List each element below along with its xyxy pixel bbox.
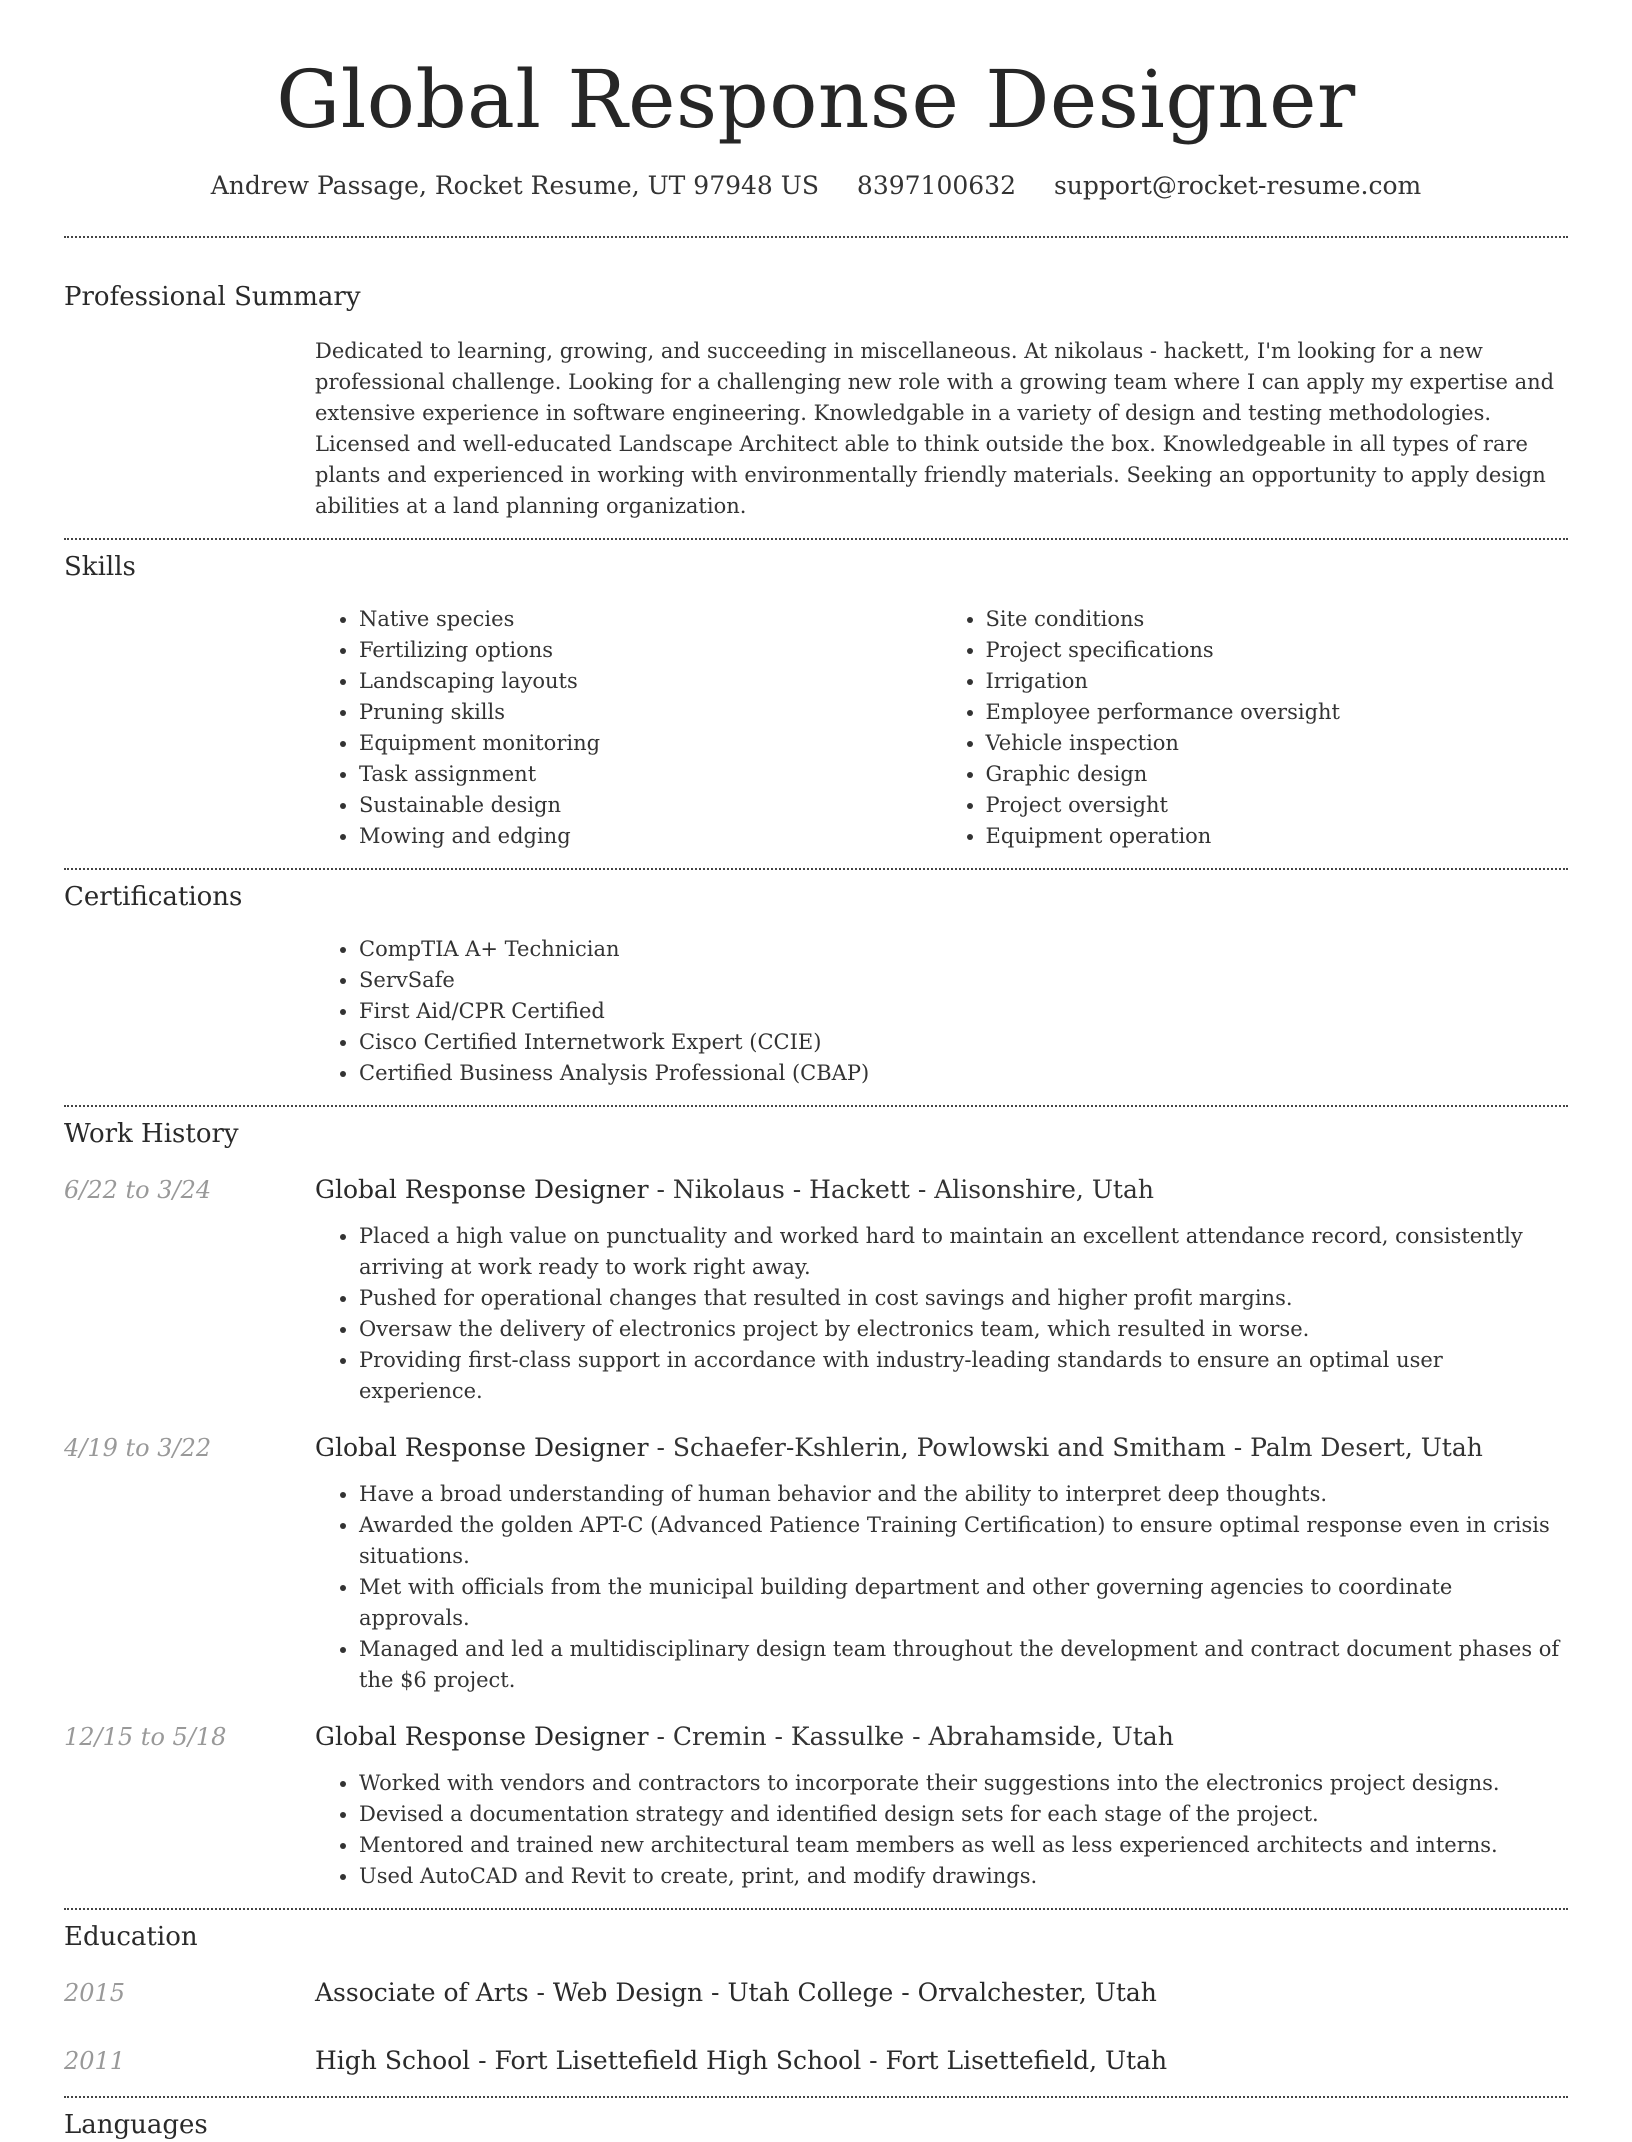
contact-email: support@rocket-resume.com [1053, 171, 1422, 200]
skill-item: • Landscaping layouts [359, 666, 942, 697]
education-degree: High School - Fort Lisettefield High School - Fort Lisettefield, Utah [315, 2046, 1168, 2075]
job-bullet: • Awarded the golden APT-C (Advanced Patience Training Certification) to ensure optimal response even in crisis situations. [359, 1510, 1568, 1572]
skills-column-left [315, 604, 942, 852]
divider [64, 1105, 1568, 1107]
education-year: 2011 [64, 2047, 126, 2075]
skills-list [315, 604, 1568, 852]
job-title [315, 1720, 1174, 1754]
job-company: - Cremin - Kassulke - Abrahamside, Utah [648, 1722, 1174, 1751]
job-entry [64, 1173, 1568, 1407]
section-title-work-history: Work History [64, 1119, 239, 1149]
section-title-skills: Skills [64, 552, 136, 582]
skill-item: • Employee performance oversight [986, 697, 1569, 728]
job-bullet: • Used AutoCAD and Revit to create, print, and modify drawings. [359, 1861, 1568, 1892]
contact-address: Andrew Passage, Rocket Resume, UT 97948 US [210, 171, 819, 200]
divider [64, 236, 1568, 238]
job-entry [64, 1431, 1568, 1696]
skill-item: • Equipment monitoring [359, 728, 942, 759]
job-bullet: • Have a broad understanding of human behavior and the ability to interpret deep thoughts. [359, 1479, 1568, 1510]
job-company: - Nikolaus - Hackett - Alisonshire, Utah [648, 1175, 1154, 1204]
divider [64, 538, 1568, 540]
education-degree: Associate of Arts - Web Design - Utah College - Orvalchester, Utah [315, 1978, 1157, 2007]
job-dates: 4/19 to 3/22 [64, 1434, 212, 1462]
skill-item: • Native species [359, 604, 942, 635]
education-entry [64, 2044, 1568, 2078]
summary-text: Dedicated to learning, growing, and succeeding in miscellaneous. At nikolaus - hackett, I'm looking for a new professional challenge. Looking for a challenging new role with a growing team where I can apply my expertise and extensive experience in software engineering. Knowledgable in a variety of design and testing methodologies. Licensed and well-educated Landscape Architect able to think outside the box. Knowledgeable in all types of rare plants and experienced in working with environmentally friendly materials. Seeking an opportunity to apply design abilities at a land planning organization. [315, 339, 1555, 518]
job-bullet: • Placed a high value on punctuality and worked hard to maintain an excellent attendance record, consistently arriving at work ready to work right away. [359, 1221, 1568, 1283]
job-header [64, 1173, 1568, 1207]
job-bullets [315, 1221, 1568, 1407]
skill-item: • Irrigation [986, 666, 1569, 697]
job-bullet: • Met with officials from the municipal building department and other governing agencies to coordinate approvals. [359, 1572, 1568, 1634]
education-entry [64, 1976, 1568, 2010]
certification-item: • CompTIA A+ Technician [359, 934, 1568, 965]
job-company: - Schaefer-Kshlerin, Powlowski and Smitham - Palm Desert, Utah [648, 1433, 1483, 1462]
job-dates: 6/22 to 3/24 [64, 1176, 212, 1204]
education-year: 2015 [64, 1979, 126, 2007]
job-bullets [315, 1768, 1568, 1892]
certification-item: • Cisco Certified Internetwork Expert (CCIE) [359, 1027, 1568, 1058]
resume-name: Global Response Designer [276, 53, 1356, 146]
job-bullet: • Providing first-class support in accordance with industry-leading standards to ensure an optimal user experience. [359, 1345, 1568, 1407]
job-position: Global Response Designer [315, 1722, 649, 1751]
certification-item: • First Aid/CPR Certified [359, 996, 1568, 1027]
divider [64, 2096, 1568, 2098]
skill-item: • Equipment operation [986, 821, 1569, 852]
certification-item: • Certified Business Analysis Professional (CBAP) [359, 1058, 1568, 1089]
job-bullet: • Worked with vendors and contractors to incorporate their suggestions into the electronics project designs. [359, 1768, 1568, 1799]
skill-item: • Project specifications [986, 635, 1569, 666]
job-title [315, 1431, 1483, 1465]
job-bullet: • Managed and led a multidisciplinary design team throughout the development and contract document phases of the $6 project. [359, 1634, 1568, 1696]
job-title [315, 1173, 1154, 1207]
skill-item: • Site conditions [986, 604, 1569, 635]
section-title-summary: Professional Summary [64, 282, 361, 312]
skills-column-right [942, 604, 1569, 852]
skill-item: • Vehicle inspection [986, 728, 1569, 759]
skill-item: • Mowing and edging [359, 821, 942, 852]
skill-item: • Project oversight [986, 790, 1569, 821]
job-bullet: • Devised a documentation strategy and identified design sets for each stage of the project. [359, 1799, 1568, 1830]
contact-line [64, 170, 1568, 202]
section-title-certifications: Certifications [64, 882, 243, 912]
skill-item: • Fertilizing options [359, 635, 942, 666]
job-position: Global Response Designer [315, 1175, 649, 1204]
job-bullet: • Pushed for operational changes that resulted in cost savings and higher profit margins. [359, 1283, 1568, 1314]
contact-phone: 8397100632 [856, 171, 1016, 200]
skill-item: • Sustainable design [359, 790, 942, 821]
skill-item: • Pruning skills [359, 697, 942, 728]
job-bullet: • Mentored and trained new architectural team members as well as less experienced architects and interns. [359, 1830, 1568, 1861]
job-bullets [315, 1479, 1568, 1696]
skill-item: • Task assignment [359, 759, 942, 790]
job-position: Global Response Designer [315, 1433, 649, 1462]
certifications-list [315, 934, 1568, 1089]
section-title-education: Education [64, 1922, 198, 1952]
job-entry [64, 1720, 1568, 1892]
section-title-languages: Languages [64, 2110, 208, 2140]
resume-page [64, 0, 1568, 2142]
skill-item: • Graphic design [986, 759, 1569, 790]
divider [64, 868, 1568, 870]
job-header [64, 1720, 1568, 1754]
job-bullet: • Oversaw the delivery of electronics project by electronics team, which resulted in worse. [359, 1314, 1568, 1345]
job-header [64, 1431, 1568, 1465]
job-dates: 12/15 to 5/18 [64, 1723, 227, 1751]
divider [64, 1908, 1568, 1910]
certification-item: • ServSafe [359, 965, 1568, 996]
